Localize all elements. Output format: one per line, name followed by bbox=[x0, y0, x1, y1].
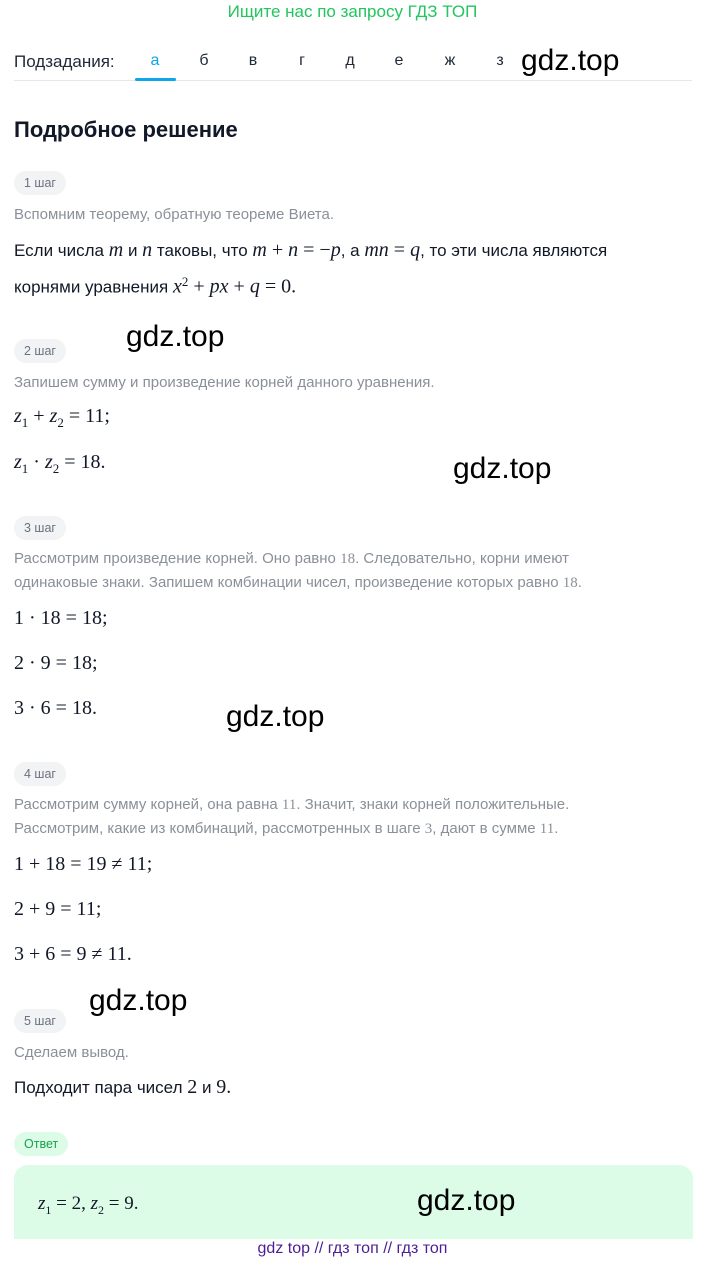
watermark: gdz.top bbox=[226, 700, 325, 733]
watermark: gdz.top bbox=[521, 44, 620, 77]
tab-g[interactable]: г bbox=[299, 52, 305, 69]
watermark: gdz.top bbox=[126, 320, 225, 353]
step-badge-1: 1 шаг bbox=[14, 171, 66, 195]
step-2-equation-2: $z_1 \cdot z_2 = 18$. bbox=[14, 451, 106, 476]
step-4-equation-1: 1 + 18 = 19 ≠ 11; bbox=[14, 853, 153, 875]
step-4-desc: Рассмотрим сумму корней, она равна 11. Значит, знаки корней положительные. Рассмотрим, какие из комбинаций, рассмотренных в шаге 3, дают в сумме 11. bbox=[14, 796, 570, 837]
step-1-desc: Вспомним теорему, обратную теореме Виета. bbox=[14, 206, 335, 223]
step-4-equation-2: 2 + 9 = 11; bbox=[14, 898, 102, 920]
step-1-text-line-1: Если числа m и n таковы, что m + n = −p, а mn = q, то эти числа являются bbox=[14, 239, 608, 261]
subtasks-label: Подзадания: bbox=[14, 52, 115, 71]
watermark: gdz.top bbox=[89, 984, 188, 1017]
step-2-equation-1: $z_1 + z_2 = 11$; bbox=[14, 405, 110, 430]
tab-v[interactable]: в bbox=[248, 52, 258, 69]
step-badge-3: 3 шаг bbox=[14, 516, 66, 540]
step-3-equation-3: 3 · 6 = 18. bbox=[14, 697, 97, 719]
step-5-conclusion: Подходит пара чисел 2 и 9. bbox=[14, 1076, 232, 1098]
tab-b[interactable]: б bbox=[199, 52, 209, 69]
step-4-equation-3: 3 + 6 = 9 ≠ 11. bbox=[14, 943, 132, 965]
answer-badge: Ответ bbox=[14, 1132, 68, 1156]
answer-box bbox=[14, 1165, 693, 1239]
step-3-equation-1: 1 · 18 = 18; bbox=[14, 607, 108, 629]
step-2-desc: Запишем сумму и произведение корней данного уравнения. bbox=[14, 374, 435, 391]
step-badge-2: 2 шаг bbox=[14, 339, 66, 363]
tab-a[interactable]: а bbox=[150, 52, 160, 69]
section-title: Подробное решение bbox=[14, 117, 238, 142]
footer-links: gdz top // гдз топ // гдз топ bbox=[257, 1240, 448, 1257]
step-badge-5: 5 шаг bbox=[14, 1009, 66, 1033]
tab-zh[interactable]: ж bbox=[444, 52, 456, 69]
active-tab-indicator bbox=[135, 78, 176, 81]
step-badge-4: 4 шаг bbox=[14, 762, 66, 786]
watermark: gdz.top bbox=[417, 1184, 516, 1217]
watermark: gdz.top bbox=[453, 452, 552, 485]
answer-equation: $z_1 = 2$, $z_2 = 9$. bbox=[38, 1193, 139, 1217]
step-3-equation-2: 2 · 9 = 18; bbox=[14, 652, 98, 674]
step-1-text-line-2: корнями уравнения $x^2$ + px + q = 0. bbox=[14, 274, 297, 298]
search-banner: Ищите нас по запросу ГДЗ ТОП bbox=[227, 2, 478, 21]
tab-e[interactable]: е bbox=[394, 52, 404, 69]
tab-d[interactable]: д bbox=[345, 52, 355, 69]
tab-z[interactable]: з bbox=[496, 52, 504, 69]
step-5-desc: Сделаем вывод. bbox=[14, 1044, 129, 1061]
step-3-desc: Рассмотрим произведение корней. Оно равно 18. Следовательно, корни имеют одинаковые знаки. Запишем комбинации чисел, произведение которых равно 18. bbox=[14, 550, 582, 591]
